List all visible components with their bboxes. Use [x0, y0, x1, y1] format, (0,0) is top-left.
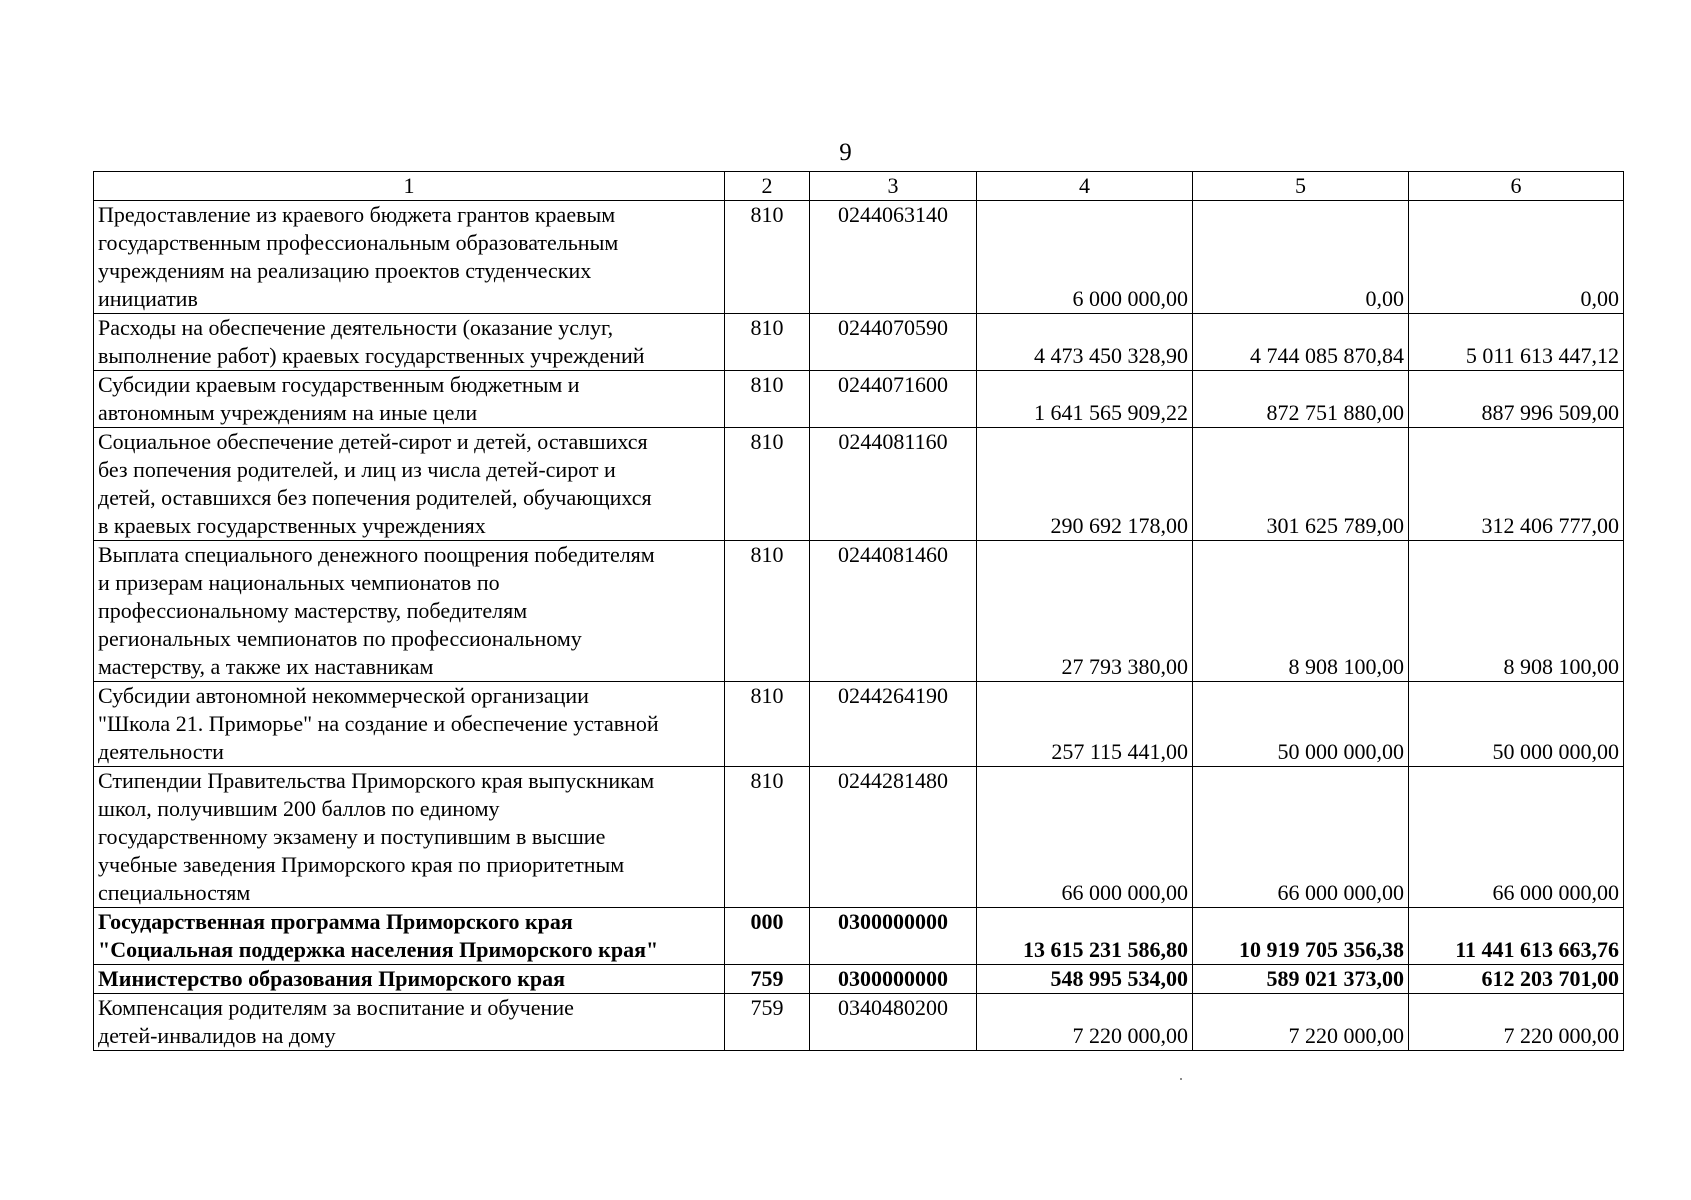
row-name-cell [94, 682, 725, 767]
row-name-line: учебные заведения Приморского края по приоритетным [98, 852, 625, 877]
row-name-cell [94, 541, 725, 682]
target-article-code-cell: 0244063140 [810, 201, 977, 314]
header-col-4: 4 [977, 172, 1193, 201]
row-name-line: детей-инвалидов на дому [98, 1023, 336, 1048]
department-code-cell: 810 [725, 428, 810, 541]
amount-col-4-cell: 66 000 000,00 [977, 767, 1193, 908]
target-article-code-cell: 0244264190 [810, 682, 977, 767]
target-article-code-cell: 0300000000 [810, 908, 977, 965]
row-name-line: Предоставление из краевого бюджета грантов краевым [98, 202, 616, 227]
amount-col-4-cell: 1 641 565 909,22 [977, 371, 1193, 428]
row-name-line: мастерству, а также их наставникам [98, 654, 434, 679]
amount-col-6-cell: 0,00 [1409, 201, 1624, 314]
amount-col-5-cell: 301 625 789,00 [1193, 428, 1409, 541]
department-code-cell: 000 [725, 908, 810, 965]
row-name-cell [94, 965, 725, 994]
row-name-line: профессиональному мастерству, победителям [98, 598, 528, 623]
row-name-line: в краевых государственных учреждениях [98, 513, 486, 538]
amount-col-5-cell: 66 000 000,00 [1193, 767, 1409, 908]
row-name-line: региональных чемпионатов по профессиональному [98, 626, 582, 651]
amount-col-4-cell: 257 115 441,00 [977, 682, 1193, 767]
row-name-cell [94, 908, 725, 965]
row-name-line: "Социальная поддержка населения Приморского края" [98, 937, 659, 962]
amount-col-4-cell: 4 473 450 328,90 [977, 314, 1193, 371]
row-name-cell [94, 314, 725, 371]
row-name-line: специальностям [98, 880, 251, 905]
row-name-line: учреждениям на реализацию проектов студенческих [98, 258, 592, 283]
row-name-cell [94, 201, 725, 314]
amount-col-4-cell: 13 615 231 586,80 [977, 908, 1193, 965]
row-name-cell [94, 371, 725, 428]
department-code-cell: 810 [725, 541, 810, 682]
table-row [94, 428, 1624, 541]
amount-col-5-cell: 10 919 705 356,38 [1193, 908, 1409, 965]
amount-col-6-cell: 887 996 509,00 [1409, 371, 1624, 428]
amount-col-5-cell: 50 000 000,00 [1193, 682, 1409, 767]
department-code-cell: 810 [725, 201, 810, 314]
row-name-line: и призерам национальных чемпионатов по [98, 570, 500, 595]
header-col-1: 1 [94, 172, 725, 201]
page-number: 9 [839, 139, 852, 166]
department-code-cell: 810 [725, 682, 810, 767]
row-name-line: Социальное обеспечение детей-сирот и детей, оставшихся [98, 429, 648, 454]
row-name-line: Компенсация родителям за воспитание и обучение [98, 995, 574, 1020]
target-article-code-cell: 0244070590 [810, 314, 977, 371]
amount-col-6-cell: 7 220 000,00 [1409, 994, 1624, 1051]
amount-col-4-cell: 27 793 380,00 [977, 541, 1193, 682]
table-row [94, 201, 1624, 314]
row-name-line: инициатив [98, 286, 198, 311]
amount-col-5-cell: 872 751 880,00 [1193, 371, 1409, 428]
table-row [94, 767, 1624, 908]
row-name-line: выполнение работ) краевых государственных учреждений [98, 343, 645, 368]
row-name-line: "Школа 21. Приморье" на создание и обеспечение уставной [98, 711, 659, 736]
target-article-code-cell: 0244081460 [810, 541, 977, 682]
amount-col-4-cell: 548 995 534,00 [977, 965, 1193, 994]
amount-col-4-cell: 7 220 000,00 [977, 994, 1193, 1051]
table-row [94, 682, 1624, 767]
row-name-cell [94, 428, 725, 541]
row-name-line: детей, оставшихся без попечения родителей, обучающихся [98, 485, 652, 510]
budget-table [93, 171, 1624, 1051]
table-row [94, 314, 1624, 371]
row-name-cell [94, 994, 725, 1051]
amount-col-6-cell: 11 441 613 663,76 [1409, 908, 1624, 965]
row-name-line: государственным профессиональным образовательным [98, 230, 619, 255]
target-article-code-cell: 0244081160 [810, 428, 977, 541]
table-row [94, 994, 1624, 1051]
row-name-line: автономным учреждениям на иные цели [98, 400, 478, 425]
header-col-3: 3 [810, 172, 977, 201]
target-article-code-cell: 0340480200 [810, 994, 977, 1051]
department-code-cell: 810 [725, 767, 810, 908]
department-code-cell: 810 [725, 314, 810, 371]
row-name-line: Субсидии краевым государственным бюджетным и [98, 372, 580, 397]
amount-col-5-cell: 4 744 085 870,84 [1193, 314, 1409, 371]
table-body [94, 172, 1624, 1051]
header-col-5: 5 [1193, 172, 1409, 201]
target-article-code-cell: 0244071600 [810, 371, 977, 428]
target-article-code-cell: 0300000000 [810, 965, 977, 994]
amount-col-4-cell: 6 000 000,00 [977, 201, 1193, 314]
amount-col-6-cell: 312 406 777,00 [1409, 428, 1624, 541]
row-name-line: Выплата специального денежного поощрения победителям [98, 542, 655, 567]
amount-col-6-cell: 612 203 701,00 [1409, 965, 1624, 994]
row-name-line: Министерство образования Приморского края [98, 966, 566, 991]
amount-col-4-cell: 290 692 178,00 [977, 428, 1193, 541]
header-col-2: 2 [725, 172, 810, 201]
row-name-line: Субсидии автономной некоммерческой организации [98, 683, 589, 708]
row-name-line: деятельности [98, 739, 224, 764]
row-name-line: без попечения родителей, и лиц из числа детей-сирот и [98, 457, 616, 482]
row-name-line: школ, получившим 200 баллов по единому [98, 796, 500, 821]
column-number-row [94, 172, 1624, 201]
amount-col-6-cell: 5 011 613 447,12 [1409, 314, 1624, 371]
header-col-6: 6 [1409, 172, 1624, 201]
amount-col-6-cell: 50 000 000,00 [1409, 682, 1624, 767]
row-name-line: Расходы на обеспечение деятельности (оказание услуг, [98, 315, 614, 340]
table-row [94, 965, 1624, 994]
amount-col-5-cell: 0,00 [1193, 201, 1409, 314]
row-name-line: Государственная программа Приморского края [98, 909, 573, 934]
row-name-cell [94, 767, 725, 908]
row-name-line: государственному экзамену и поступившим в высшие [98, 824, 606, 849]
target-article-code-cell: 0244281480 [810, 767, 977, 908]
department-code-cell: 759 [725, 965, 810, 994]
amount-col-5-cell: 7 220 000,00 [1193, 994, 1409, 1051]
amount-col-5-cell: 8 908 100,00 [1193, 541, 1409, 682]
table-row [94, 371, 1624, 428]
scan-artifact-dot [1180, 1078, 1182, 1080]
table-row [94, 541, 1624, 682]
amount-col-6-cell: 66 000 000,00 [1409, 767, 1624, 908]
department-code-cell: 759 [725, 994, 810, 1051]
table-row [94, 908, 1624, 965]
amount-col-6-cell: 8 908 100,00 [1409, 541, 1624, 682]
amount-col-5-cell: 589 021 373,00 [1193, 965, 1409, 994]
row-name-line: Стипендии Правительства Приморского края выпускникам [98, 768, 655, 793]
department-code-cell: 810 [725, 371, 810, 428]
